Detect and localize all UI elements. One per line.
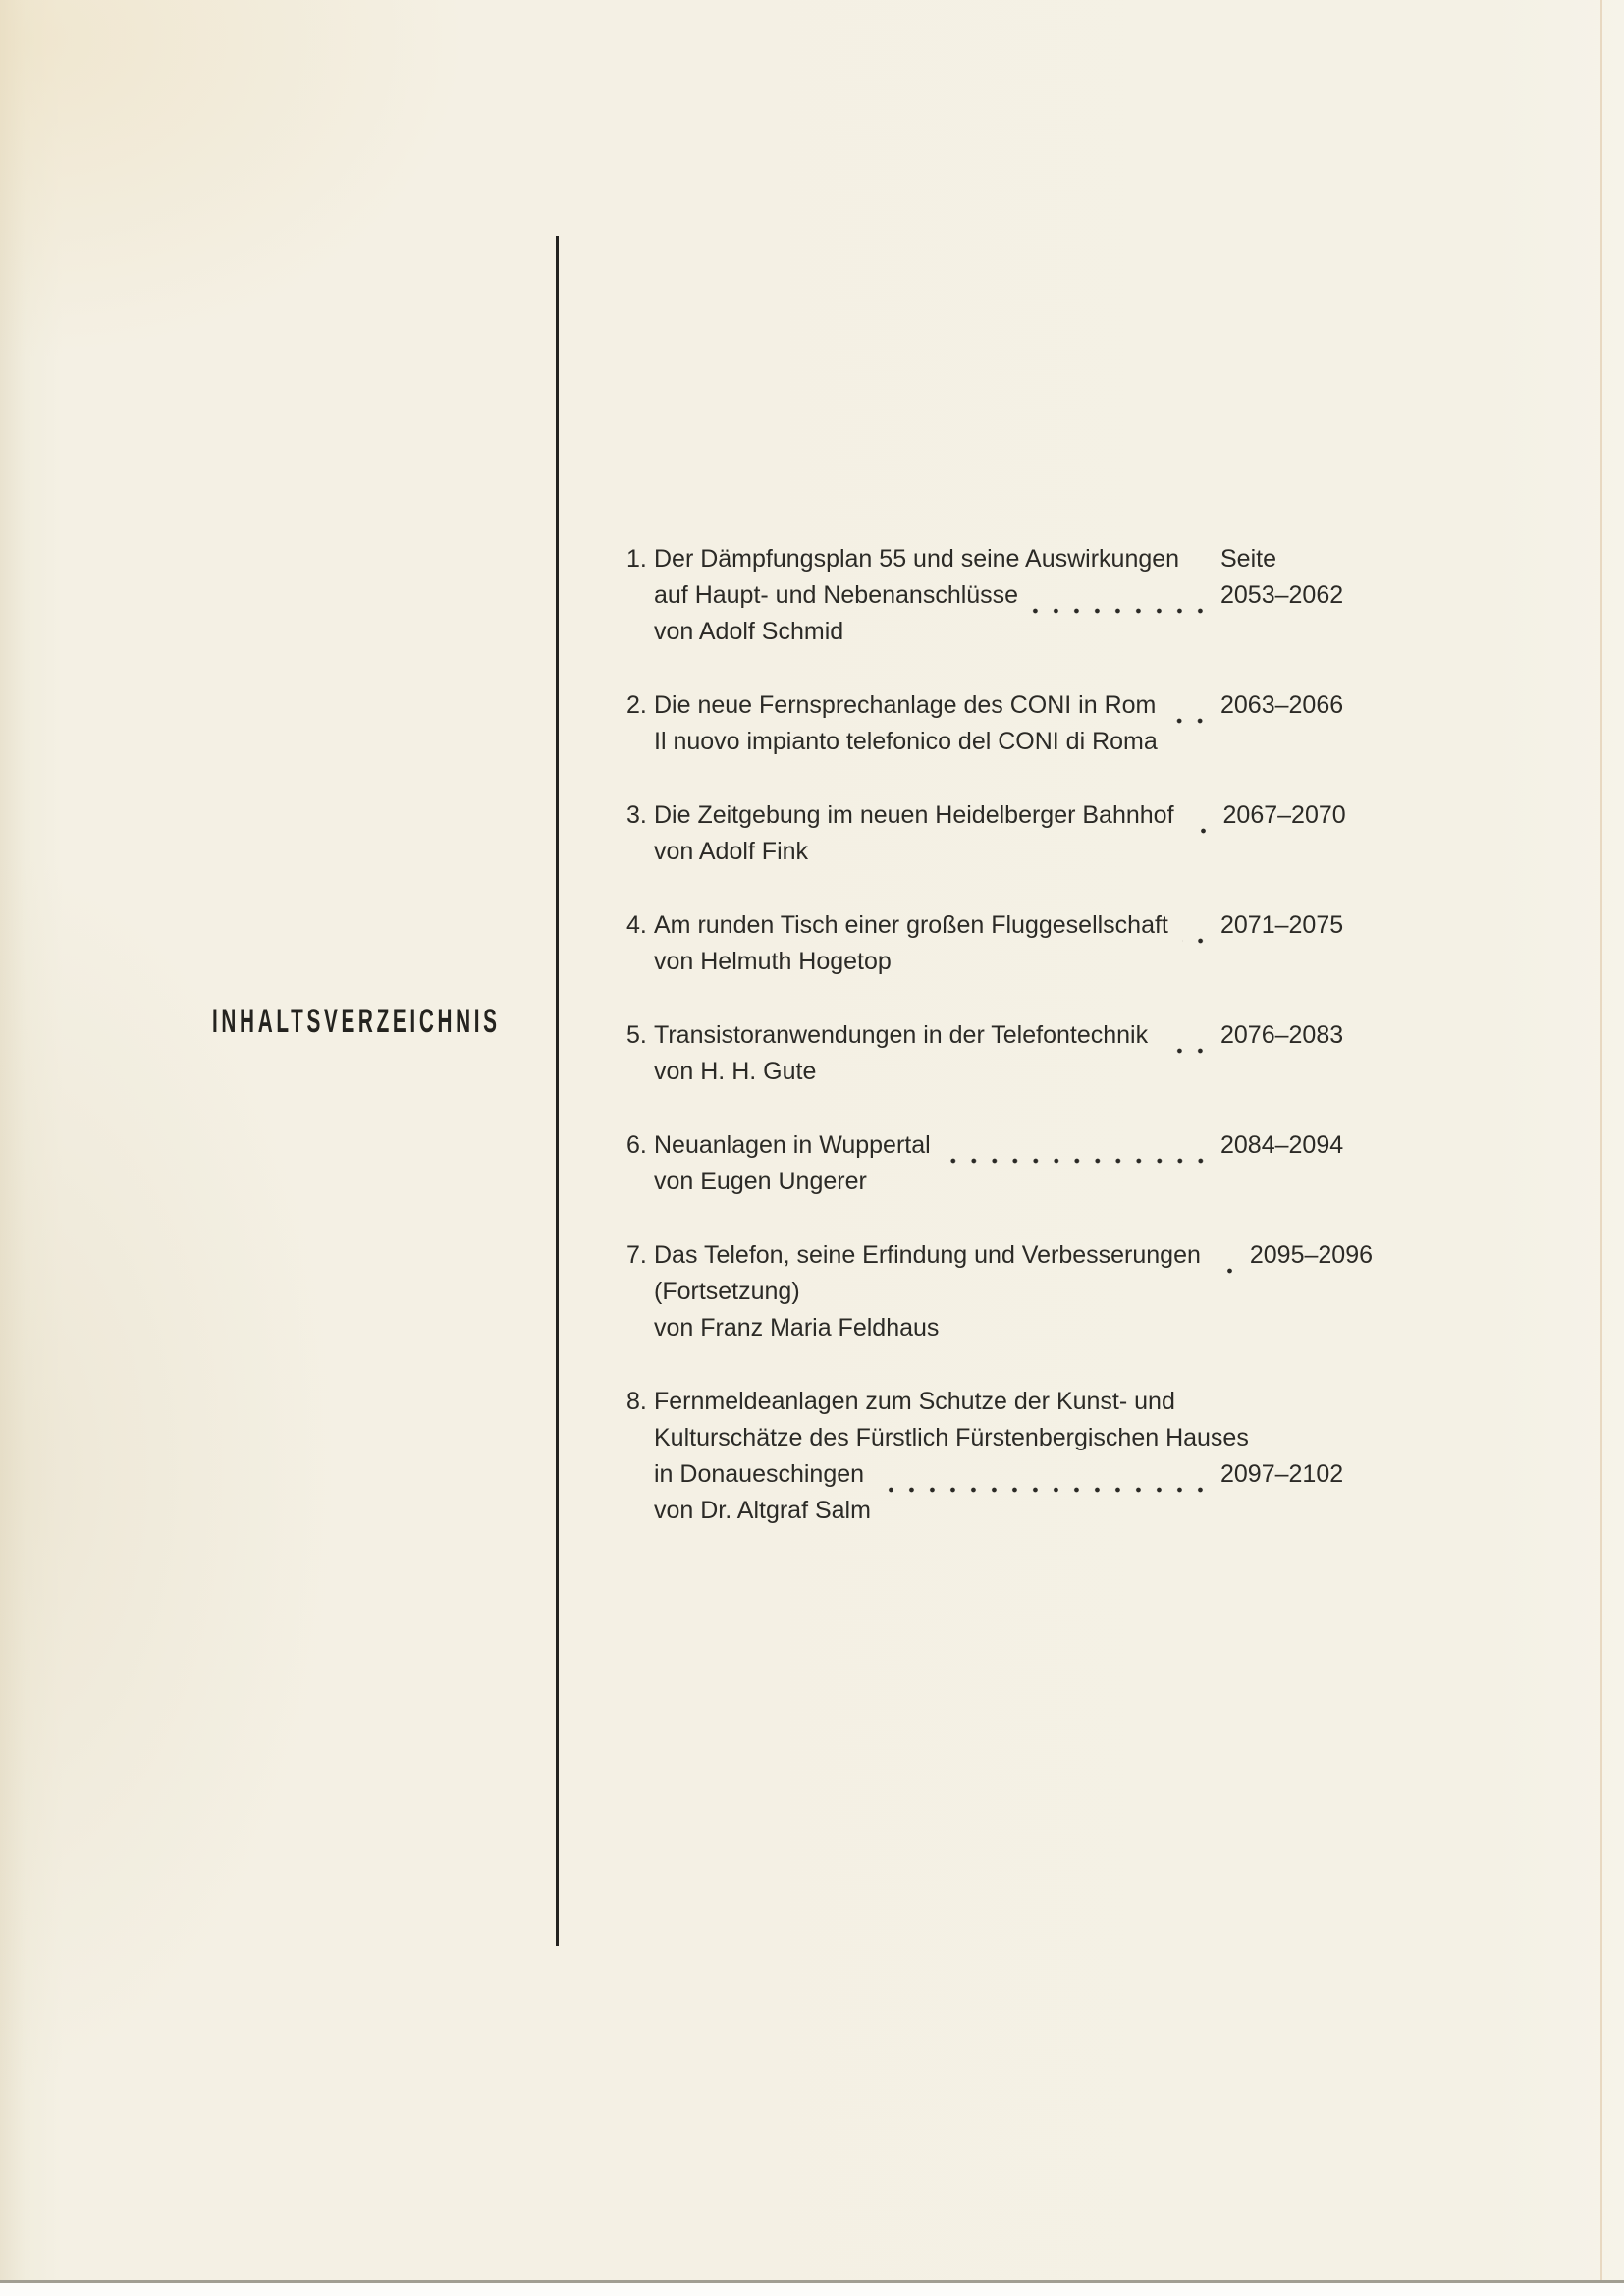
entry-text: Das Telefon, seine Erfindung und Verbesserungen bbox=[654, 1241, 1201, 1269]
entry-number: 2. bbox=[626, 691, 647, 719]
dot-leader bbox=[1162, 1017, 1213, 1054]
toc-line bbox=[654, 1274, 1330, 1310]
page-right-edge bbox=[1600, 0, 1602, 2280]
toc-entry bbox=[626, 1017, 1344, 1090]
toc-line bbox=[654, 1164, 1330, 1200]
entry-number: 3. bbox=[626, 801, 647, 829]
entry-number: 8. bbox=[626, 1388, 647, 1415]
toc-line bbox=[654, 1054, 1330, 1090]
entry-text: Il nuovo impianto telefonico del CONI di Roma bbox=[654, 728, 1158, 755]
toc-entry bbox=[626, 1127, 1344, 1200]
toc-line bbox=[654, 687, 1344, 724]
page-range: 2097–2102 bbox=[1220, 1460, 1344, 1488]
toc-line bbox=[654, 1493, 1330, 1529]
entry-text: von H. H. Gute bbox=[654, 1058, 817, 1085]
entry-number: 6. bbox=[626, 1131, 647, 1159]
toc-line bbox=[654, 1017, 1344, 1054]
entry-text: von Dr. Altgraf Salm bbox=[654, 1497, 871, 1524]
entry-text: (Fortsetzung) bbox=[654, 1278, 800, 1305]
entry-text: von Eugen Ungerer bbox=[654, 1168, 867, 1195]
entry-text: Der Dämpfungsplan 55 und seine Auswirkungen bbox=[654, 545, 1180, 573]
toc-list bbox=[626, 541, 1374, 1566]
entry-text: Am runden Tisch einer großen Fluggesellschaft bbox=[654, 911, 1168, 939]
page-range: 2067–2070 bbox=[1222, 801, 1346, 829]
toc-line bbox=[654, 614, 1330, 650]
toc-line bbox=[654, 1420, 1330, 1456]
dot-leader bbox=[878, 1456, 1213, 1493]
toc-line bbox=[654, 944, 1330, 980]
toc-line bbox=[654, 907, 1344, 944]
page-column-header: Seite bbox=[1220, 545, 1276, 573]
entry-text: auf Haupt- und Nebenanschlüsse bbox=[654, 581, 1019, 609]
vertical-divider-rule bbox=[556, 236, 559, 1946]
dot-leader bbox=[1188, 797, 1216, 834]
entry-text: von Adolf Schmid bbox=[654, 618, 844, 645]
page-range: 2084–2094 bbox=[1220, 1131, 1344, 1159]
toc-entry bbox=[626, 541, 1344, 650]
toc-line bbox=[654, 577, 1344, 614]
toc-line bbox=[654, 1237, 1374, 1274]
toc-line bbox=[654, 1310, 1330, 1346]
entry-text: Transistoranwendungen in der Telefontechnik bbox=[654, 1021, 1149, 1049]
page-title: INHALTSVERZEICHNIS bbox=[212, 1003, 501, 1040]
dot-leader bbox=[1169, 687, 1213, 724]
toc-entry bbox=[626, 687, 1344, 760]
page-range: 2095–2096 bbox=[1249, 1241, 1374, 1269]
dot-leader bbox=[1182, 907, 1213, 944]
entry-number: 7. bbox=[626, 1241, 647, 1269]
entry-text: Die Zeitgebung im neuen Heidelberger Bahnhof bbox=[654, 801, 1174, 829]
entry-text: von Adolf Fink bbox=[654, 838, 809, 865]
toc-line bbox=[654, 1456, 1344, 1493]
entry-text: Fernmeldeanlagen zum Schutze der Kunst- und bbox=[654, 1388, 1175, 1415]
page-range: 2063–2066 bbox=[1220, 691, 1344, 719]
toc-line bbox=[654, 1127, 1344, 1164]
entry-number: 5. bbox=[626, 1021, 647, 1049]
toc-line bbox=[654, 541, 1330, 577]
toc-entry bbox=[626, 1384, 1344, 1529]
page-range: 2076–2083 bbox=[1220, 1021, 1344, 1049]
entry-text: Kulturschätze des Fürstlich Fürstenbergischen Hauses bbox=[654, 1424, 1249, 1451]
scan-bottom-edge bbox=[0, 2280, 1624, 2296]
entry-number: 1. bbox=[626, 545, 647, 573]
dot-leader bbox=[1215, 1237, 1242, 1274]
toc-entry bbox=[626, 1237, 1374, 1346]
entry-text: von Helmuth Hogetop bbox=[654, 948, 892, 975]
dot-leader bbox=[1032, 577, 1213, 614]
page-range: 2053–2062 bbox=[1220, 581, 1344, 609]
toc-entry bbox=[626, 907, 1344, 980]
toc-line bbox=[654, 834, 1330, 870]
entry-text: Neuanlagen in Wuppertal bbox=[654, 1131, 931, 1159]
toc-line bbox=[654, 797, 1346, 834]
page-range: 2071–2075 bbox=[1220, 911, 1344, 939]
toc-line bbox=[654, 1384, 1330, 1420]
entry-text: von Franz Maria Feldhaus bbox=[654, 1314, 940, 1341]
entry-text: in Donaueschingen bbox=[654, 1460, 865, 1488]
toc-line bbox=[654, 724, 1330, 760]
dot-leader bbox=[945, 1127, 1213, 1164]
toc-entry bbox=[626, 797, 1346, 870]
entry-number: 4. bbox=[626, 911, 647, 939]
entry-text: Die neue Fernsprechanlage des CONI in Rom bbox=[654, 691, 1157, 719]
